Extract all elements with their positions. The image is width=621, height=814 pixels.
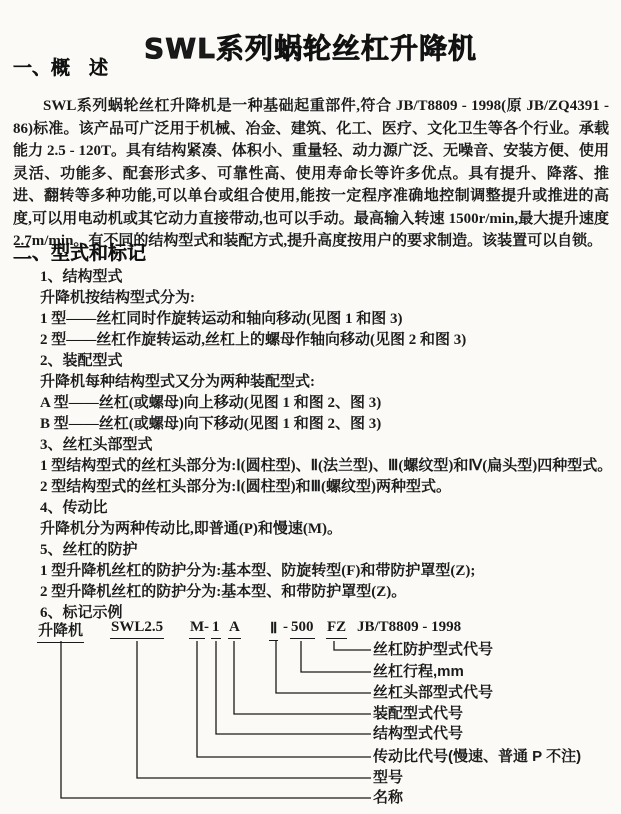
connector-assembly bbox=[234, 641, 371, 714]
marking-label-ratio: 传动比代号(慢速、普通 P 不注) bbox=[373, 748, 582, 765]
type-list-line: 1 型结构型式的丝杠头部分为:Ⅰ(圆柱型)、Ⅱ(法兰型)、Ⅲ(螺纹型)和Ⅳ(扁头型)四种型式。 bbox=[40, 458, 613, 474]
marking-label-assembly: 装配型式代号 bbox=[373, 705, 464, 722]
connector-head bbox=[276, 641, 371, 693]
type-list-line: 升降机每种结构型式又分为两种装配型式: bbox=[40, 374, 315, 390]
type-list-line: 1 型升降机丝杠的防护分为:基本型、防旋转型(F)和带防护罩型(Z); bbox=[40, 563, 476, 579]
example-ratio-code: M bbox=[189, 619, 205, 639]
type-list-line: 2 型——丝杠作旋转运动,丝杠上的螺母作轴向移动(见图 2 和图 3) bbox=[40, 332, 467, 348]
marking-label-name: 名称 bbox=[373, 789, 404, 806]
type-list-line: 6、标记示例 bbox=[40, 605, 123, 621]
type-list-line: A 型——丝杠(或螺母)向上移动(见图 1 和图 2、图 3) bbox=[40, 395, 382, 411]
type-list-line: 升降机按结构型式分为: bbox=[40, 290, 195, 306]
example-structure-code: 1 bbox=[211, 619, 221, 639]
type-list-line: 4、传动比 bbox=[40, 500, 108, 516]
section-types-heading: 二、型式和标记 bbox=[13, 243, 147, 264]
example-model: SWL2.5 bbox=[110, 619, 164, 639]
type-list-line: 3、丝杠头部型式 bbox=[40, 437, 153, 453]
example-name: 升降机 bbox=[37, 619, 84, 643]
example-protection-code: FZ bbox=[326, 619, 347, 639]
type-list-line: B 型——丝杠(或螺母)向下移动(见图 1 和图 2、图 3) bbox=[40, 416, 382, 432]
example-travel: 500 bbox=[290, 619, 315, 639]
type-list-line: 1、结构型式 bbox=[40, 269, 123, 285]
connector-ratio bbox=[197, 641, 371, 757]
connector-travel bbox=[301, 641, 371, 672]
marking-connector-lines bbox=[0, 641, 621, 806]
marking-label-travel: 丝杠行程,mm bbox=[373, 663, 464, 680]
type-list bbox=[40, 267, 615, 624]
marking-example-row bbox=[0, 619, 621, 641]
example-separator-2: - bbox=[283, 619, 288, 635]
overview-paragraph: SWL系列蜗轮丝杠升降机是一种基础起重部件,符合 JB/T8809 - 1998(原 JB/ZQ4391 - 86)标准。该产品可广泛用于机械、冶金、建筑、化工、医疗、文化卫生等各个行业。承载能力 2.5 - 120T。具有结构紧凑、体积小、重量轻、动力源广泛、无噪音、安装方便、使用灵活、功能多、配套形式多、可靠性高、使用寿命长等许多优点。具有提升、降落、推进、翻转等多种功能,可以单台或组合使用,能按一定程序准确地控制调整提升或推进的高度,可以用电动机或其它动力直接带动,也可以手动。最高输入转速 1500r/min,最大提升速度 2.7m/min。有不同的结构型式和装配方式,提升高度按用户的要求制造。该装置可以自锁。 bbox=[13, 98, 609, 249]
marking-label-model: 型号 bbox=[373, 769, 404, 786]
type-list-line: 5、丝杠的防护 bbox=[40, 542, 138, 558]
type-list-line: 2 型结构型式的丝杠头部分为:Ⅰ(圆柱型)和Ⅲ(螺纹型)两种型式。 bbox=[40, 479, 451, 495]
example-head-code: Ⅱ bbox=[269, 619, 278, 641]
type-list-line: 2、装配型式 bbox=[40, 353, 123, 369]
example-separator-1: - bbox=[204, 619, 209, 635]
marking-label-head: 丝杠头部型式代号 bbox=[373, 684, 494, 701]
example-assembly-code: A bbox=[228, 619, 241, 639]
type-list-line: 2 型升降机丝杠的防护分为:基本型、和带防护罩型(Z)。 bbox=[40, 584, 407, 600]
doc-title: SWL系列蜗轮丝杠升降机 bbox=[144, 31, 477, 65]
connector-structure bbox=[216, 641, 371, 734]
marking-label-structure: 结构型式代号 bbox=[373, 725, 464, 742]
marking-label-protection: 丝杠防护型式代号 bbox=[373, 641, 494, 658]
example-standard: JB/T8809 - 1998 bbox=[357, 619, 462, 635]
connector-protection bbox=[334, 641, 371, 650]
section-overview-heading: 一、概 述 bbox=[13, 58, 109, 79]
type-list-line: 1 型——丝杠同时作旋转运动和轴向移动(见图 1 和图 3) bbox=[40, 311, 403, 327]
type-list-line: 升降机分为两种传动比,即普通(P)和慢速(M)。 bbox=[40, 521, 343, 537]
